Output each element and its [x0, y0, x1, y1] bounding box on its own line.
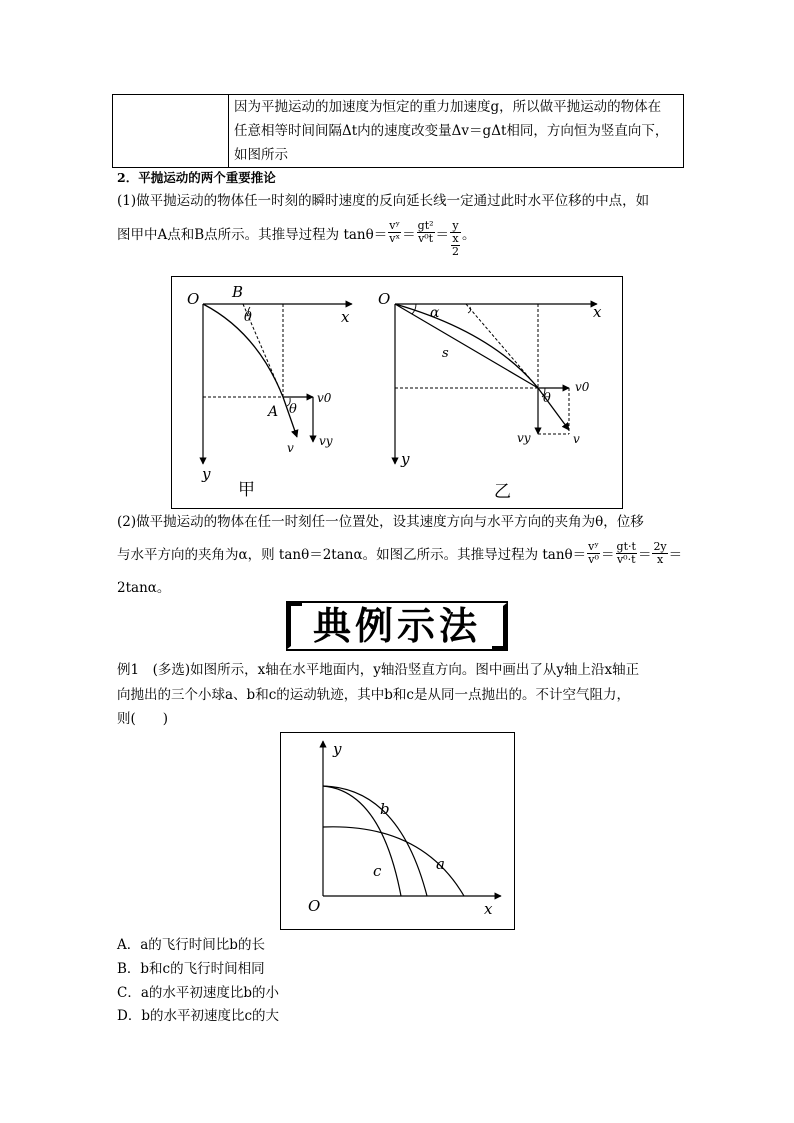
label-theta-A: θ [289, 402, 297, 417]
p1-line2-text: 图甲中A点和B点所示。其推导过程为 tanθ＝ [117, 227, 388, 243]
trajectory-left [203, 304, 283, 397]
table-divider [228, 95, 229, 167]
label-theta-right: θ [543, 391, 551, 406]
label-A: A [268, 404, 279, 420]
figure-1-svg [172, 277, 622, 508]
formula2-frac3 [652, 541, 667, 566]
label-y-right: y [401, 450, 410, 468]
formula2-frac2 [616, 541, 637, 566]
frac-num: y [450, 220, 461, 233]
info-table [112, 94, 684, 168]
label-vy-left: vy [319, 434, 333, 448]
frac-num: 2y [653, 540, 667, 553]
equals-tail: ＝ [668, 547, 683, 563]
figure-projectile-inference [171, 276, 623, 509]
label-v0-left: v0 [317, 391, 332, 405]
p2-line2-text: 与水平方向的夹角为α，则 tanθ＝2tanα。如图乙所示。其推导过程为 tanθ＝ [117, 547, 587, 563]
label-x: x [484, 900, 493, 918]
equals: ＝ [601, 547, 615, 563]
frac-num: vʸ [588, 540, 600, 553]
frac-den: v⁰·t [616, 553, 636, 566]
frac-den: vˣ [389, 232, 401, 245]
table-line: 如图所示 [234, 147, 288, 163]
label-v-right: v [573, 432, 580, 446]
label-O: O [308, 897, 321, 915]
caption-yi: 乙 [494, 482, 511, 502]
section-banner [284, 600, 510, 652]
label-v-left: v [287, 441, 294, 455]
label-a: a [436, 855, 445, 873]
label-alpha: α [430, 305, 440, 321]
label-v0-right: v0 [575, 380, 590, 394]
table-line: 任意相等时间间隔Δt内的速度改变量Δv＝gΔt相同，方向恒为竖直向下， [234, 123, 669, 139]
label-s: s [442, 346, 449, 361]
frac-den: v⁰ [588, 553, 599, 566]
example-line-2: 向抛出的三个小球a、b和c的运动轨迹，其中b和c是从同一点抛出的。不计空气阻力， [117, 687, 630, 703]
paragraph-2-line-1: (2)做平抛运动的物体在任一时刻任一位置处，设其速度方向与水平方向的夹角为θ，位移 [117, 514, 644, 530]
equals: ＝ [435, 227, 450, 243]
label-O-right: O [378, 290, 391, 308]
paragraph-2-line-2 [117, 542, 682, 568]
period: 。 [462, 227, 476, 243]
equals: ＝ [402, 227, 416, 243]
paragraph-1-line-1: (1)做平抛运动的物体任一时刻的瞬时速度的反向延长线一定通过此时水平位移的中点，如 [117, 193, 650, 209]
formula1-frac3 [450, 220, 461, 258]
frac-den: x [656, 553, 664, 566]
table-cell [234, 95, 679, 167]
equals: ＝ [637, 547, 652, 563]
formula1-frac1 [388, 220, 401, 245]
label-x-right: x [593, 303, 602, 321]
option-d[interactable]: D．b的水平初速度比c的大 [117, 1008, 280, 1024]
label-x-left: x [341, 308, 350, 326]
option-c[interactable]: C．a的水平初速度比b的小 [117, 985, 280, 1001]
figure-2-svg [281, 733, 514, 929]
example-line-1: 例1 (多选)如图所示，x轴在水平地面内，y轴沿竖直方向。图中画出了从y轴上沿x轴正 [117, 662, 640, 678]
label-B: B [232, 283, 244, 301]
frac-den: v⁰t [418, 232, 434, 245]
formula2-frac1 [587, 541, 600, 566]
frac-num: gt² [417, 219, 434, 232]
displacement-s [395, 304, 538, 388]
frac-den [450, 233, 461, 258]
label-b: b [380, 800, 390, 818]
figure-three-trajectories [280, 732, 515, 930]
table-line: 因为平抛运动的加速度为恒定的重力加速度g，所以做平抛运动的物体在 [234, 99, 662, 115]
frac-num: gt·t [616, 540, 636, 553]
paragraph-2-line-3: 2tanα。 [117, 580, 171, 596]
section-heading: 2．平抛运动的两个重要推论 [117, 170, 276, 185]
frac-den: 2 [452, 245, 460, 258]
caption-jia: 甲 [238, 480, 255, 500]
formula1-frac2 [417, 220, 435, 245]
option-b[interactable]: B．b和c的飞行时间相同 [117, 961, 265, 977]
label-theta-B: θ [244, 310, 252, 325]
example-line-3: 则( ) [117, 711, 169, 727]
banner-title: 典例示法 [312, 603, 481, 648]
paragraph-1-line-2 [117, 219, 476, 258]
label-vy-right: vy [517, 431, 531, 445]
option-a[interactable]: A．a的飞行时间比b的长 [117, 937, 265, 953]
label-c: c [373, 862, 382, 880]
label-y: y [333, 740, 342, 758]
frac-num: x [452, 232, 459, 245]
label-y-left: y [202, 465, 211, 483]
frac-num: vʸ [389, 219, 401, 232]
label-O-left: O [187, 290, 200, 308]
